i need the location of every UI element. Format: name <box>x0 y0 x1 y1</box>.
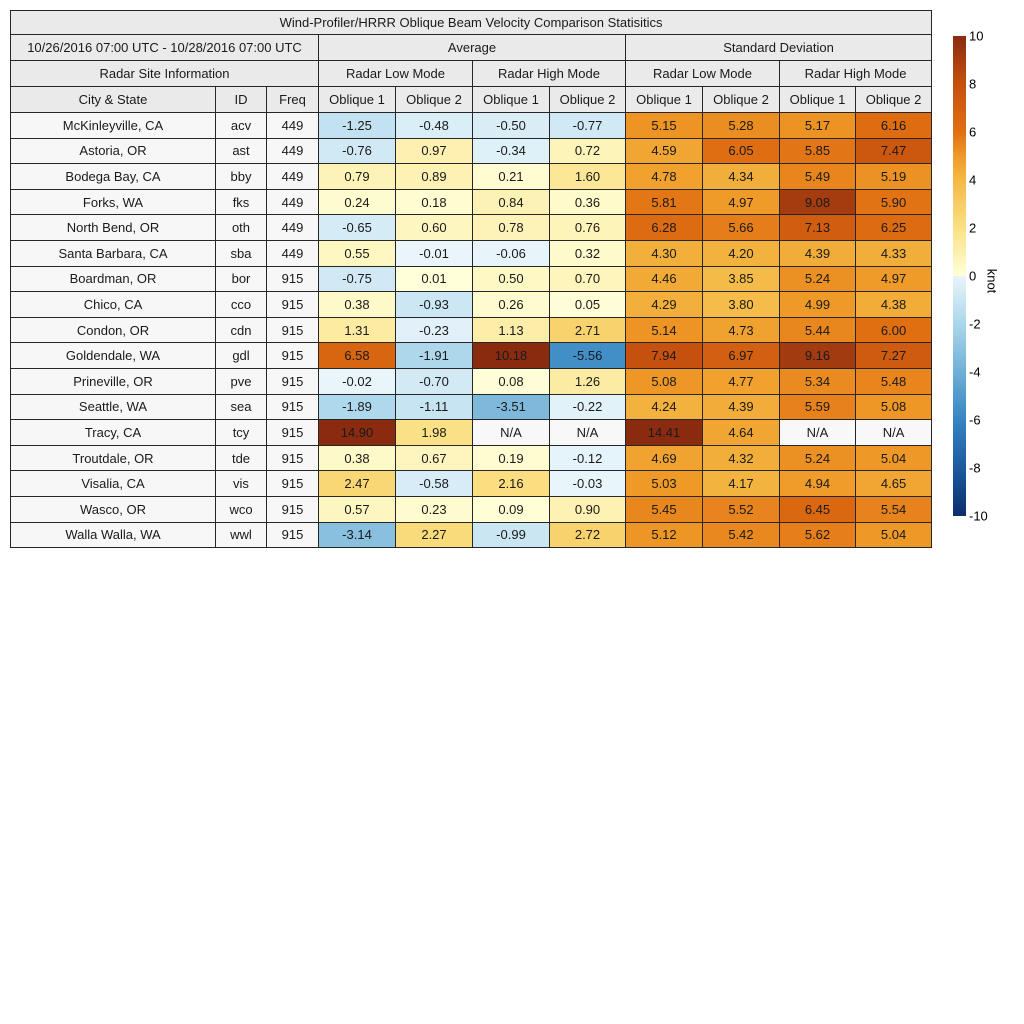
value-cell: -0.48 <box>396 113 473 139</box>
freq-cell: 449 <box>267 189 319 215</box>
table-row <box>11 471 932 497</box>
value-cell: -1.25 <box>319 113 396 139</box>
value-cell: 4.17 <box>703 471 780 497</box>
freq-column-header: Freq <box>267 87 319 113</box>
city-cell: Santa Barbara, CA <box>11 240 216 266</box>
value-cell: 0.57 <box>319 496 396 522</box>
value-cell: 6.97 <box>703 343 780 369</box>
site-id-cell: acv <box>216 113 267 139</box>
table-row <box>11 215 932 241</box>
value-cell: 0.38 <box>319 292 396 318</box>
city-cell: Tracy, CA <box>11 420 216 446</box>
value-cell: 6.05 <box>703 138 780 164</box>
city-cell: Visalia, CA <box>11 471 216 497</box>
value-cell: -0.99 <box>473 522 550 548</box>
value-cell: -5.56 <box>550 343 626 369</box>
freq-cell: 915 <box>267 471 319 497</box>
city-cell: Boardman, OR <box>11 266 216 292</box>
value-cell: 4.99 <box>780 292 856 318</box>
value-cell: 14.90 <box>319 420 396 446</box>
value-cell: 4.69 <box>626 445 703 471</box>
value-cell: 5.12 <box>626 522 703 548</box>
site-id-cell: tcy <box>216 420 267 446</box>
value-cell: -0.03 <box>550 471 626 497</box>
oblique-column-header: Oblique 2 <box>856 87 932 113</box>
value-cell: 4.77 <box>703 368 780 394</box>
freq-cell: 915 <box>267 266 319 292</box>
value-cell: 5.52 <box>703 496 780 522</box>
column-header-row <box>11 87 932 113</box>
value-cell: 5.90 <box>856 189 932 215</box>
value-cell: 4.59 <box>626 138 703 164</box>
value-cell: 0.50 <box>473 266 550 292</box>
value-cell: 0.23 <box>396 496 473 522</box>
value-cell: 4.29 <box>626 292 703 318</box>
oblique-column-header: Oblique 1 <box>780 87 856 113</box>
value-cell: 14.41 <box>626 420 703 446</box>
freq-cell: 449 <box>267 138 319 164</box>
value-cell: 3.85 <box>703 266 780 292</box>
table-row <box>11 522 932 548</box>
value-cell: -0.12 <box>550 445 626 471</box>
oblique-column-header: Oblique 1 <box>626 87 703 113</box>
value-cell: 4.30 <box>626 240 703 266</box>
id-column-header: ID <box>216 87 267 113</box>
value-cell: N/A <box>473 420 550 446</box>
value-cell: -0.34 <box>473 138 550 164</box>
site-id-cell: fks <box>216 189 267 215</box>
table-row <box>11 445 932 471</box>
group-header-row <box>11 35 932 61</box>
date-range-label: 10/26/2016 07:00 UTC - 10/28/2016 07:00 UTC <box>11 35 319 61</box>
city-cell: Troutdale, OR <box>11 445 216 471</box>
value-cell: 4.64 <box>703 420 780 446</box>
value-cell: 0.26 <box>473 292 550 318</box>
value-cell: 2.71 <box>550 317 626 343</box>
value-cell: 6.58 <box>319 343 396 369</box>
value-cell: 0.18 <box>396 189 473 215</box>
colorbar <box>953 36 966 516</box>
value-cell: 4.78 <box>626 164 703 190</box>
value-cell: -0.22 <box>550 394 626 420</box>
value-cell: 0.90 <box>550 496 626 522</box>
value-cell: 0.97 <box>396 138 473 164</box>
value-cell: 7.47 <box>856 138 932 164</box>
table-row <box>11 189 932 215</box>
site-id-cell: cdn <box>216 317 267 343</box>
value-cell: 10.18 <box>473 343 550 369</box>
table-row <box>11 420 932 446</box>
value-cell: -3.51 <box>473 394 550 420</box>
value-cell: 4.94 <box>780 471 856 497</box>
city-cell: Goldendale, WA <box>11 343 216 369</box>
std-deviation-group-label: Standard Deviation <box>626 35 932 61</box>
site-id-cell: sba <box>216 240 267 266</box>
value-cell: 4.34 <box>703 164 780 190</box>
value-cell: 4.39 <box>780 240 856 266</box>
city-cell: Prineville, OR <box>11 368 216 394</box>
value-cell: 0.67 <box>396 445 473 471</box>
table-row <box>11 113 932 139</box>
value-cell: -0.01 <box>396 240 473 266</box>
value-cell: 1.26 <box>550 368 626 394</box>
colorbar-tick-label: 2 <box>969 220 977 236</box>
value-cell: 0.76 <box>550 215 626 241</box>
value-cell: 5.54 <box>856 496 932 522</box>
value-cell: 0.72 <box>550 138 626 164</box>
value-cell: 0.38 <box>319 445 396 471</box>
value-cell: 0.60 <box>396 215 473 241</box>
freq-cell: 449 <box>267 164 319 190</box>
value-cell: 0.84 <box>473 189 550 215</box>
value-cell: 4.65 <box>856 471 932 497</box>
value-cell: -0.75 <box>319 266 396 292</box>
colorbar-unit-label: knot <box>984 268 1000 294</box>
freq-cell: 449 <box>267 215 319 241</box>
value-cell: 6.25 <box>856 215 932 241</box>
site-id-cell: tde <box>216 445 267 471</box>
value-cell: 5.19 <box>856 164 932 190</box>
colorbar-tick-label: 10 <box>969 28 984 44</box>
value-cell: -1.91 <box>396 343 473 369</box>
oblique-column-header: Oblique 2 <box>550 87 626 113</box>
site-id-cell: wwl <box>216 522 267 548</box>
city-cell: Forks, WA <box>11 189 216 215</box>
colorbar-tick-label: 8 <box>969 76 977 92</box>
city-cell: Seattle, WA <box>11 394 216 420</box>
value-cell: -0.23 <box>396 317 473 343</box>
value-cell: 0.08 <box>473 368 550 394</box>
oblique-column-header: Oblique 1 <box>473 87 550 113</box>
value-cell: 0.01 <box>396 266 473 292</box>
city-cell: McKinleyville, CA <box>11 113 216 139</box>
table-row <box>11 317 932 343</box>
value-cell: 0.24 <box>319 189 396 215</box>
site-info-label: Radar Site Information <box>11 61 319 87</box>
city-cell: Astoria, OR <box>11 138 216 164</box>
site-id-cell: gdl <box>216 343 267 369</box>
colorbar-tick-label: -8 <box>969 460 981 476</box>
freq-cell: 915 <box>267 496 319 522</box>
value-cell: 9.16 <box>780 343 856 369</box>
table-row <box>11 292 932 318</box>
city-cell: Condon, OR <box>11 317 216 343</box>
value-cell: 5.48 <box>856 368 932 394</box>
value-cell: -1.11 <box>396 394 473 420</box>
title-row <box>11 11 932 35</box>
value-cell: 1.60 <box>550 164 626 190</box>
oblique-column-header: Oblique 1 <box>319 87 396 113</box>
value-cell: 1.13 <box>473 317 550 343</box>
value-cell: 1.31 <box>319 317 396 343</box>
oblique-column-header: Oblique 2 <box>396 87 473 113</box>
value-cell: 4.97 <box>856 266 932 292</box>
value-cell: 0.89 <box>396 164 473 190</box>
value-cell: 5.15 <box>626 113 703 139</box>
value-cell: 7.94 <box>626 343 703 369</box>
freq-cell: 915 <box>267 522 319 548</box>
value-cell: 5.81 <box>626 189 703 215</box>
average-group-label: Average <box>319 35 626 61</box>
value-cell: 6.28 <box>626 215 703 241</box>
value-cell: 5.49 <box>780 164 856 190</box>
value-cell: 5.04 <box>856 522 932 548</box>
table-row <box>11 343 932 369</box>
colorbar-tick-label: 4 <box>969 172 977 188</box>
std-low-mode-label: Radar Low Mode <box>626 61 780 87</box>
value-cell: 7.13 <box>780 215 856 241</box>
colorbar-tick-label: 0 <box>969 268 977 284</box>
table-row <box>11 240 932 266</box>
value-cell: 5.85 <box>780 138 856 164</box>
value-cell: 5.66 <box>703 215 780 241</box>
value-cell: -0.02 <box>319 368 396 394</box>
value-cell: 5.34 <box>780 368 856 394</box>
table-row <box>11 368 932 394</box>
value-cell: 1.98 <box>396 420 473 446</box>
value-cell: 0.09 <box>473 496 550 522</box>
value-cell: 4.38 <box>856 292 932 318</box>
value-cell: -3.14 <box>319 522 396 548</box>
value-cell: 4.73 <box>703 317 780 343</box>
city-state-column-header: City & State <box>11 87 216 113</box>
freq-cell: 915 <box>267 394 319 420</box>
colorbar-tick-label: -10 <box>969 508 988 524</box>
site-id-cell: vis <box>216 471 267 497</box>
value-cell: N/A <box>856 420 932 446</box>
value-cell: 5.04 <box>856 445 932 471</box>
value-cell: -0.93 <box>396 292 473 318</box>
freq-cell: 915 <box>267 292 319 318</box>
site-id-cell: bby <box>216 164 267 190</box>
value-cell: 5.24 <box>780 266 856 292</box>
value-cell: 5.59 <box>780 394 856 420</box>
value-cell: 2.47 <box>319 471 396 497</box>
city-cell: North Bend, OR <box>11 215 216 241</box>
value-cell: 5.28 <box>703 113 780 139</box>
value-cell: 0.70 <box>550 266 626 292</box>
value-cell: 4.97 <box>703 189 780 215</box>
value-cell: 9.08 <box>780 189 856 215</box>
freq-cell: 915 <box>267 343 319 369</box>
value-cell: 5.17 <box>780 113 856 139</box>
city-cell: Bodega Bay, CA <box>11 164 216 190</box>
value-cell: 4.39 <box>703 394 780 420</box>
value-cell: -0.77 <box>550 113 626 139</box>
table-row <box>11 138 932 164</box>
table-row <box>11 164 932 190</box>
city-cell: Walla Walla, WA <box>11 522 216 548</box>
value-cell: 0.05 <box>550 292 626 318</box>
colorbar-tick-label: 6 <box>969 124 977 140</box>
value-cell: 2.27 <box>396 522 473 548</box>
std-high-mode-label: Radar High Mode <box>780 61 932 87</box>
value-cell: 3.80 <box>703 292 780 318</box>
value-cell: N/A <box>550 420 626 446</box>
value-cell: 6.45 <box>780 496 856 522</box>
value-cell: 5.14 <box>626 317 703 343</box>
value-cell: 7.27 <box>856 343 932 369</box>
value-cell: -0.65 <box>319 215 396 241</box>
value-cell: 5.42 <box>703 522 780 548</box>
value-cell: 5.08 <box>626 368 703 394</box>
value-cell: 5.45 <box>626 496 703 522</box>
value-cell: -0.50 <box>473 113 550 139</box>
value-cell: -0.76 <box>319 138 396 164</box>
site-id-cell: sea <box>216 394 267 420</box>
table-body <box>11 113 932 548</box>
colorbar-tick-label: -4 <box>969 364 981 380</box>
value-cell: 0.79 <box>319 164 396 190</box>
site-id-cell: oth <box>216 215 267 241</box>
value-cell: 6.00 <box>856 317 932 343</box>
oblique-column-header: Oblique 2 <box>703 87 780 113</box>
colorbar-tick-label: -6 <box>969 412 981 428</box>
freq-cell: 915 <box>267 420 319 446</box>
colorbar-tick-label: -2 <box>969 316 981 332</box>
freq-cell: 915 <box>267 368 319 394</box>
freq-cell: 449 <box>267 240 319 266</box>
table-header <box>11 11 932 113</box>
city-cell: Chico, CA <box>11 292 216 318</box>
freq-cell: 449 <box>267 113 319 139</box>
site-id-cell: bor <box>216 266 267 292</box>
value-cell: 4.33 <box>856 240 932 266</box>
mode-header-row <box>11 61 932 87</box>
value-cell: -0.70 <box>396 368 473 394</box>
value-cell: 0.19 <box>473 445 550 471</box>
value-cell: 0.55 <box>319 240 396 266</box>
table-row <box>11 496 932 522</box>
freq-cell: 915 <box>267 445 319 471</box>
value-cell: 5.44 <box>780 317 856 343</box>
city-cell: Wasco, OR <box>11 496 216 522</box>
value-cell: 4.46 <box>626 266 703 292</box>
value-cell: 6.16 <box>856 113 932 139</box>
value-cell: -0.58 <box>396 471 473 497</box>
value-cell: 0.78 <box>473 215 550 241</box>
value-cell: 2.72 <box>550 522 626 548</box>
table-row <box>11 394 932 420</box>
site-id-cell: pve <box>216 368 267 394</box>
value-cell: 0.32 <box>550 240 626 266</box>
value-cell: 0.36 <box>550 189 626 215</box>
site-id-cell: cco <box>216 292 267 318</box>
value-cell: -1.89 <box>319 394 396 420</box>
value-cell: -0.06 <box>473 240 550 266</box>
value-cell: 4.20 <box>703 240 780 266</box>
value-cell: 0.21 <box>473 164 550 190</box>
avg-high-mode-label: Radar High Mode <box>473 61 626 87</box>
site-id-cell: ast <box>216 138 267 164</box>
value-cell: 4.32 <box>703 445 780 471</box>
freq-cell: 915 <box>267 317 319 343</box>
value-cell: 5.08 <box>856 394 932 420</box>
value-cell: 4.24 <box>626 394 703 420</box>
value-cell: N/A <box>780 420 856 446</box>
avg-low-mode-label: Radar Low Mode <box>319 61 473 87</box>
value-cell: 5.62 <box>780 522 856 548</box>
value-cell: 2.16 <box>473 471 550 497</box>
chart-title: Wind-Profiler/HRRR Oblique Beam Velocity Comparison Statisitics <box>11 11 932 35</box>
stats-table <box>10 10 932 548</box>
site-id-cell: wco <box>216 496 267 522</box>
value-cell: 5.24 <box>780 445 856 471</box>
value-cell: 5.03 <box>626 471 703 497</box>
table-row <box>11 266 932 292</box>
